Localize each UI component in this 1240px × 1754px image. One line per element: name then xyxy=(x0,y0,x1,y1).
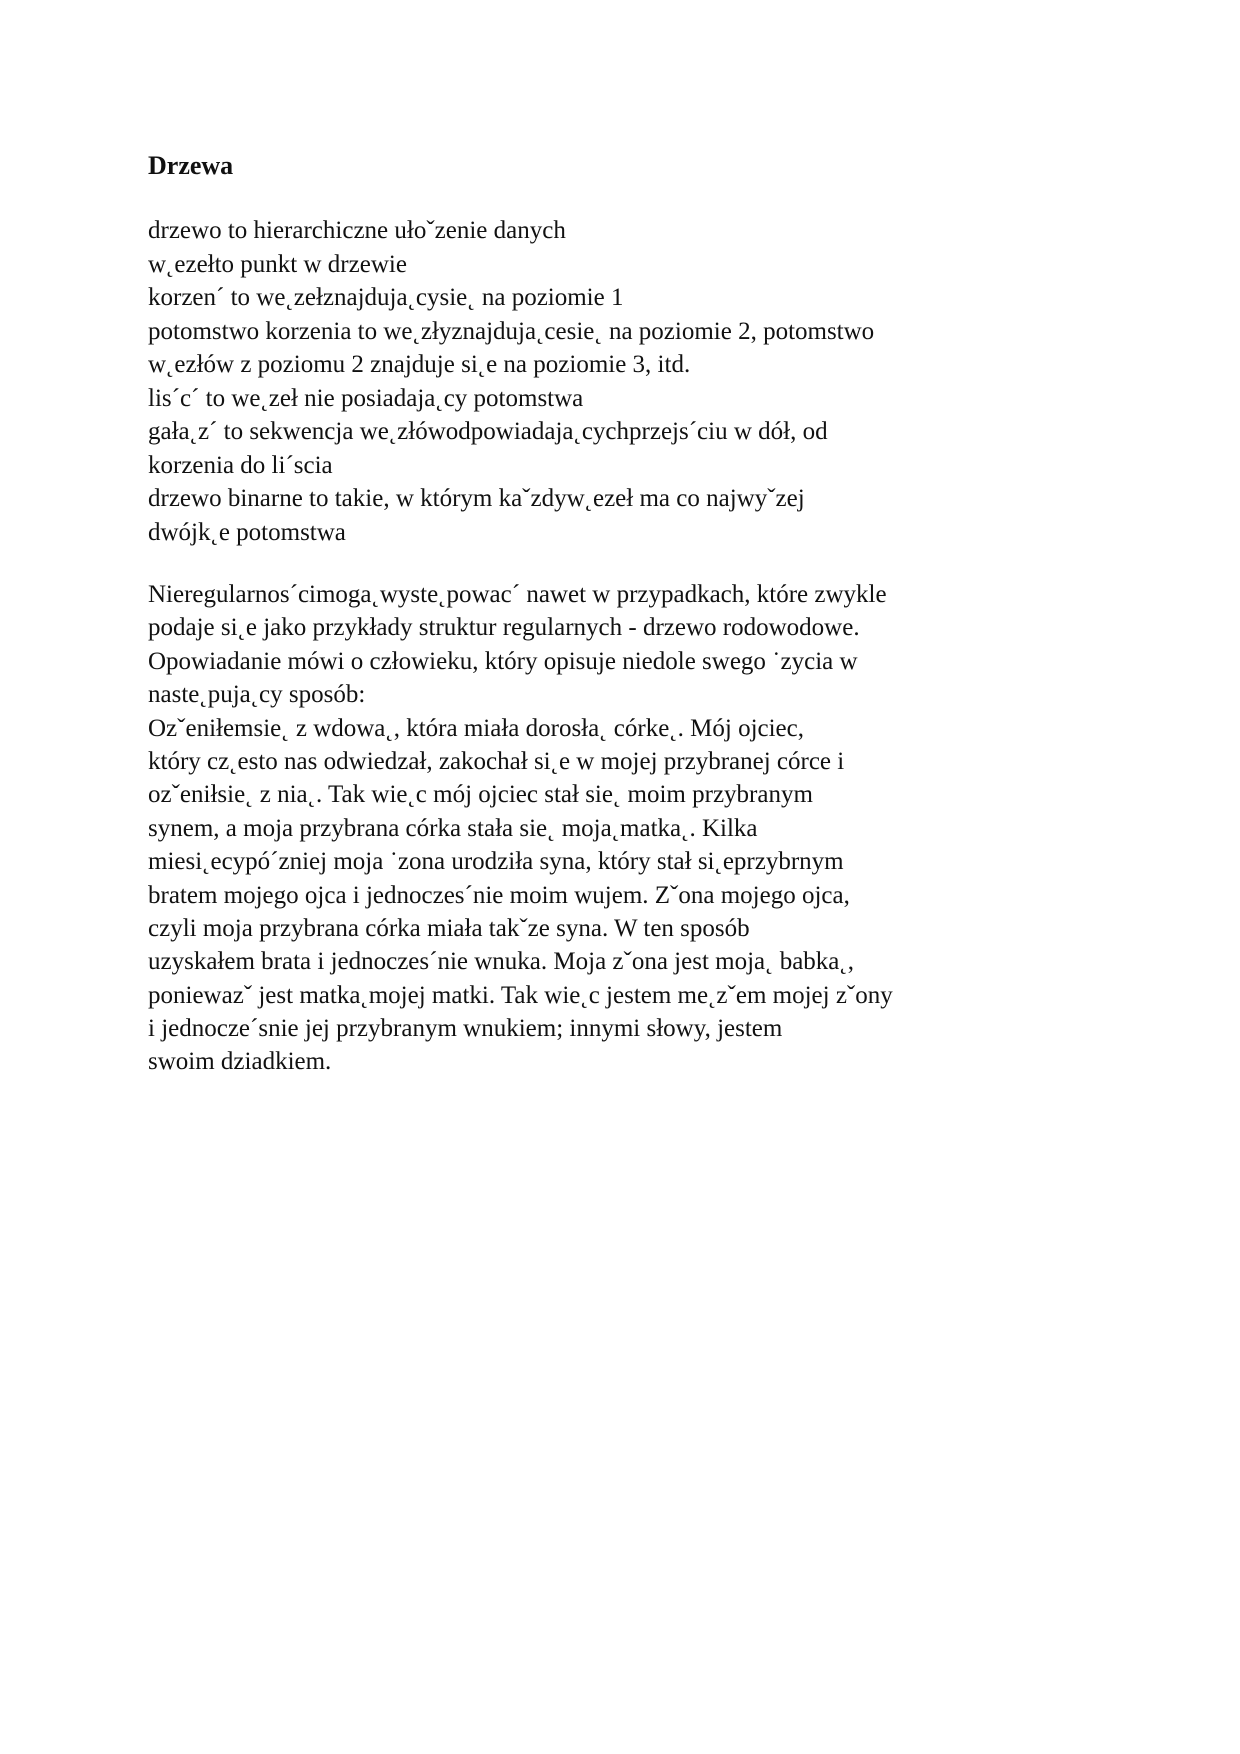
text-line: poniewazˇ jest matka˛mojej matki. Tak wie˛c jestem me˛zˇem mojej zˇony xyxy=(148,981,893,1009)
document-title: Drzewa xyxy=(148,151,234,180)
text-line: bratem mojego ojca i jednoczes´nie moim wujem. Zˇona mojego ojca, xyxy=(148,881,850,909)
story-paragraph xyxy=(148,578,1048,1079)
text-line: i jednocze´snie jej przybranym wnukiem; innymi słowy, jestem xyxy=(148,1015,783,1043)
text-line: drzewo binarne to takie, w którym kaˇzdyw˛ezeł ma co najwyˇzej xyxy=(148,485,805,512)
text-line: naste˛puja˛cy sposób: xyxy=(148,681,366,709)
text-line: w˛ezełto punkt w drzewie xyxy=(148,250,407,278)
text-line: synem, a moja przybrana córka stała sie˛ moja˛matka˛. Kilka xyxy=(148,814,758,842)
text-line: czyli moja przybrana córka miała takˇze syna. W ten sposób xyxy=(148,914,750,942)
text-line: Ozˇeniłemsie˛ z wdowa˛, która miała dorosła˛ córke˛. Mój ojciec, xyxy=(148,714,804,742)
text-line: lis´c´ to we˛zeł nie posiadaja˛cy potomstwa xyxy=(148,384,584,412)
text-line: Opowiadanie mówi o człowieku, który opisuje niedole swego ˙zycia w xyxy=(148,647,858,675)
text-line: korzenia do li´scia xyxy=(148,451,333,479)
text-line: swoim dziadkiem. xyxy=(148,1048,332,1076)
text-line: potomstwo korzenia to we˛złyznajduja˛cesie˛ na poziomie 2, potomstwo xyxy=(148,317,875,345)
text-line: dwójk˛e potomstwa xyxy=(148,518,346,546)
text-line: korzen´ to we˛zełznajduja˛cysie˛ na poziomie 1 xyxy=(148,284,624,311)
text-line: ozˇeniłsie˛ z nia˛. Tak wie˛c mój ojciec stał sie˛ moim przybranym xyxy=(148,781,813,809)
text-line: Nieregularnos´cimoga˛wyste˛powac´ nawet w przypadkach, które zwykle xyxy=(148,581,887,608)
text-line: który cz˛esto nas odwiedzał, zakochał si˛e w mojej przybranej córce i xyxy=(148,747,845,775)
text-line: uzyskałem brata i jednoczes´nie wnuka. Moja zˇona jest moja˛ babka˛, xyxy=(148,948,854,976)
definitions-paragraph xyxy=(148,214,1048,549)
text-line: w˛ezłów z poziomu 2 znajduje si˛e na poziomie 3, itd. xyxy=(148,351,691,378)
text-line: gała˛z´ to sekwencja we˛złówodpowiadaja˛cychprzejs´ciu w dół, od xyxy=(148,418,828,445)
text-line: podaje si˛e jako przykłady struktur regularnych - drzewo rodowodowe. xyxy=(148,614,860,642)
text-line: miesi˛ecypó´zniej moja ˙zona urodziła syna, który stał si˛eprzybrnym xyxy=(148,848,844,876)
text-line: drzewo to hierarchiczne ułoˇzenie danych xyxy=(148,217,566,244)
